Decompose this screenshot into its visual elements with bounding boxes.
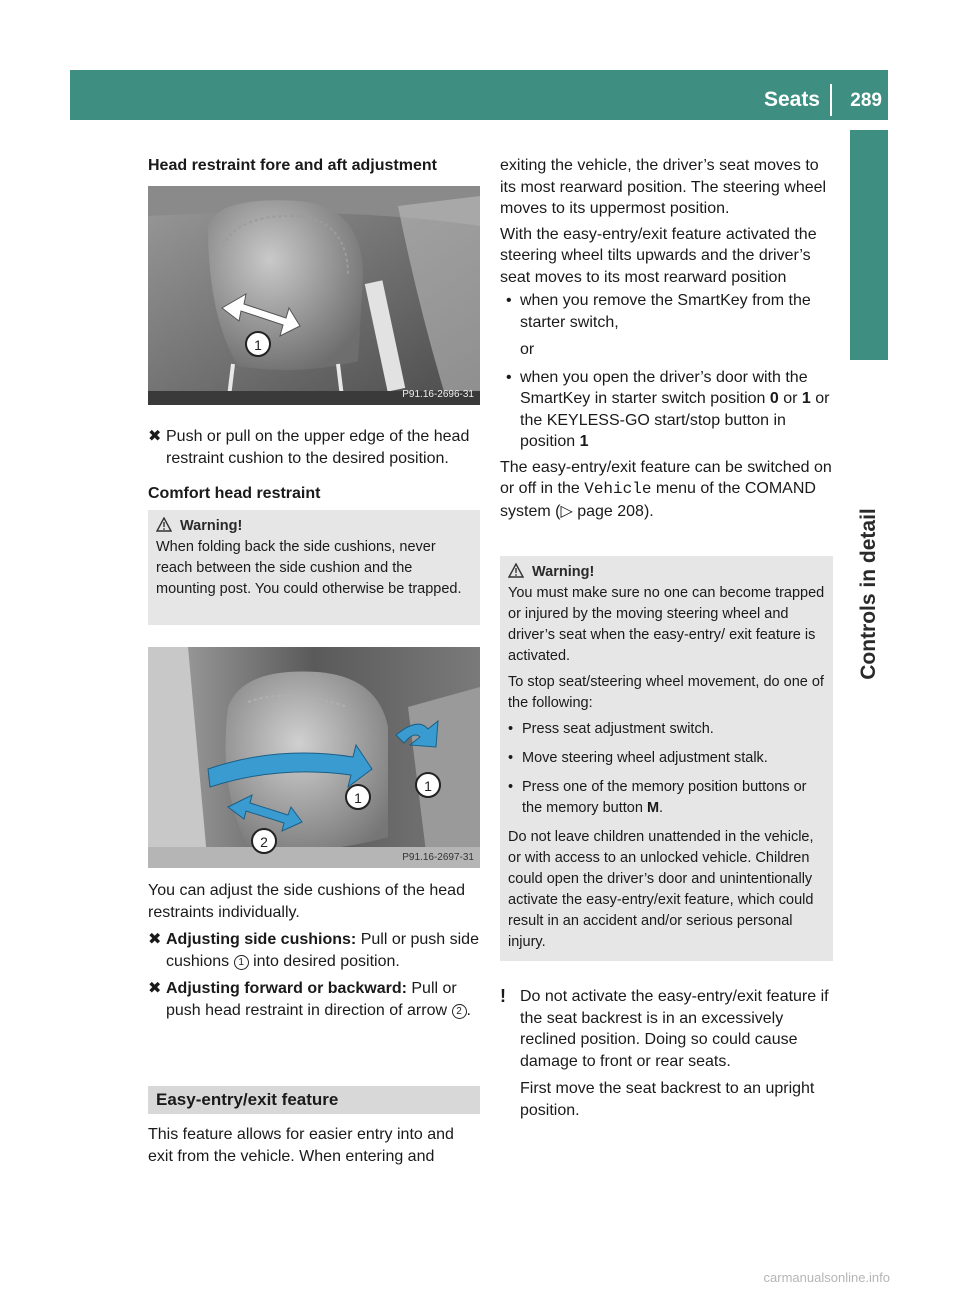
section-title-easy-entry: Easy-entry/exit feature — [148, 1086, 480, 1114]
warning-text-3: Do not leave children unattended in the vehicle, or with access to an unlocked vehicle. Children could open the driver’s door and unintentionally activate the easy-entry/exit feature, which could result in an accident and/or serious personal injury. — [508, 829, 814, 950]
svg-text:1: 1 — [254, 337, 262, 353]
note-upright: First move the seat backrest to an upright position. — [520, 1080, 815, 1119]
heading-fore-aft: Head restraint fore and aft adjustment — [148, 157, 437, 174]
step-arrow-icon: ✖ — [148, 980, 162, 997]
right-column — [500, 155, 836, 522]
paragraph-easy-entry-intro: This feature allows for easier entry into and exit from the vehicle. When entering and — [148, 1126, 454, 1165]
warning-text: When folding back the side cushions, never reach between the side cushion and the mounting post. You could otherwise be trapped. — [156, 539, 462, 597]
note-box — [500, 986, 836, 1121]
warning-bullet-1: • Press seat adjustment switch. — [508, 721, 714, 737]
callout-2-icon: 2 — [452, 1004, 467, 1019]
page-ref-arrow-icon: ▷ — [560, 502, 573, 520]
page-number: 289 — [850, 90, 882, 111]
step-adjust-side: ✖ Adjusting side cushions: Pull or push side cushions 1 into desired position. — [148, 931, 479, 970]
figure-code: P91.16-2696-31 — [402, 389, 474, 400]
step-arrow-icon: ✖ — [148, 931, 162, 948]
chapter-label: Controls in detail — [857, 508, 880, 680]
svg-text:1: 1 — [354, 790, 362, 806]
header-title: Seats — [763, 88, 820, 111]
warning-box-1 — [148, 510, 480, 625]
warning-bullet-2: • Move steering wheel adjustment stalk. — [508, 750, 768, 766]
menu-vehicle: Vehicle — [584, 480, 652, 498]
warning-title: Warning! — [156, 516, 472, 537]
paragraph-switch: The easy-entry/exit feature can be switched on or off in the Vehicle menu of the COMAND system (▷ page 208). — [500, 458, 832, 520]
watermark: carmanualsonline.info — [763, 1270, 890, 1285]
chapter-tab — [850, 130, 888, 360]
comfort-head-restraint-illustration — [148, 647, 480, 868]
warning-bullet-3: • Press one of the memory position buttons or the memory button M. — [508, 779, 807, 816]
warning-box-2 — [500, 556, 833, 961]
paragraph-side-cushions: You can adjust the side cushions of the head restraints individually. — [148, 882, 465, 921]
figure-head-restraint-fore-aft — [148, 186, 480, 405]
step-adjust-forward: ✖ Adjusting forward or backward: Pull or push head restraint in direction of arrow 2 . — [148, 980, 471, 1019]
figure-comfort-head-restraint — [148, 647, 480, 868]
step-arrow-icon: ✖ — [148, 428, 162, 445]
left-column-text-2 — [148, 880, 483, 1021]
left-column — [148, 155, 480, 177]
head-restraint-illustration — [148, 186, 480, 405]
warning-title: Warning! — [508, 562, 825, 583]
page-header — [70, 70, 888, 120]
left-column-text-3 — [148, 1124, 483, 1167]
heading-comfort: Comfort head restraint — [148, 485, 321, 502]
figure-code: P91.16-2697-31 — [402, 852, 474, 863]
header-divider — [830, 84, 832, 116]
callout-1-icon: 1 — [234, 955, 249, 970]
svg-text:2: 2 — [260, 834, 268, 850]
warning-text-1: You must make sure no one can become trapped or injured by the moving steering wheel and driver’s seat when the easy-entry/ exit feature is activated. — [508, 585, 825, 664]
paragraph-activated: With the easy-entry/exit feature activated the steering wheel tilts upwards and the driver’s seat moves to its most rearward position — [500, 225, 817, 286]
text-or: or — [520, 341, 535, 358]
warning-text-2: To stop seat/steering wheel movement, do one of the following: — [508, 674, 824, 711]
note-exclamation-icon: ! — [500, 986, 506, 1006]
step-push-pull: ✖ Push or pull on the upper edge of the head restraint cushion to the desired position. — [148, 428, 470, 467]
paragraph-exit-cont: exiting the vehicle, the driver’s seat moves to its most rearward position. The steering wheel moves to its uppermost position. — [500, 157, 827, 217]
note-damage: ! Do not activate the easy-entry/exit feature if the seat backrest is in an excessively reclined position. Doing so could cause damage to front or rear seats. — [500, 986, 829, 1070]
svg-text:1: 1 — [424, 778, 432, 794]
bullet-open-door: • when you open the driver’s door with the SmartKey in starter switch position 0 or 1 or the KEYLESS-GO start/stop button in position 1 — [506, 368, 830, 450]
warning-triangle-icon — [508, 563, 524, 578]
bullet-remove-key: • when you remove the SmartKey from the starter switch, — [506, 292, 811, 331]
warning-triangle-icon — [156, 517, 172, 532]
left-column-text-1 — [148, 426, 483, 505]
